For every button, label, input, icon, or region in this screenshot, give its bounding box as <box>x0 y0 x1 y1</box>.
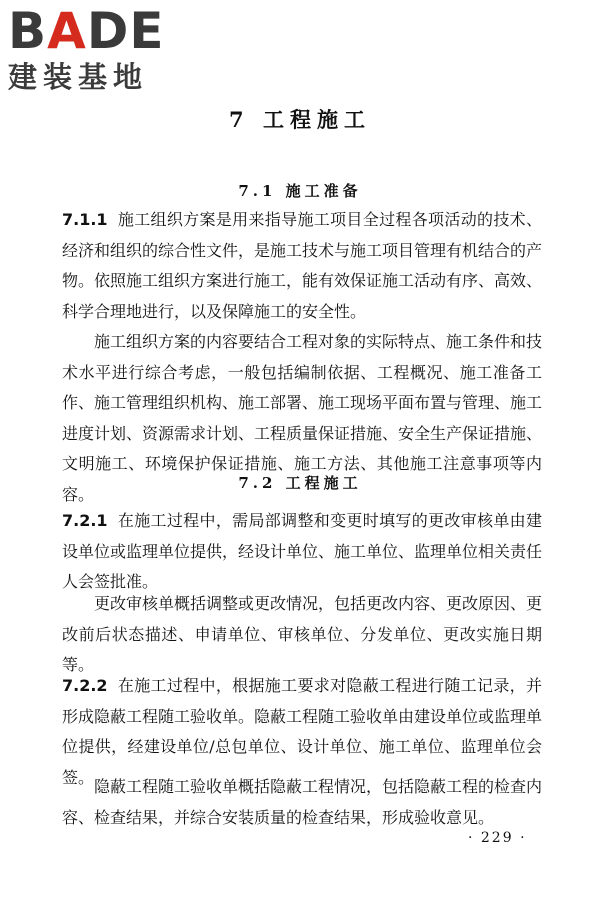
logo-letters-b: B <box>8 2 48 60</box>
logo-letters-de: DE <box>86 2 165 60</box>
paragraph-7-1-1-content: 施工组织方案的内容要结合工程对象的实际特点、施工条件和技术水平进行综合考虑，一般包括编制依据、工程概况、施工准备工作、施工管理组织机构、施工部署、施工现场平面布置与管理、施工进度计划、资源需求计划、工程质量保证措施、安全生产保证措施、文明施工、环境保护保证措施、施工方法、其他施工注意事项等内容。 <box>62 332 543 504</box>
clause-text-7-2-2: 在施工过程中，根据施工要求对隐蔽工程进行随工记录，并形成隐蔽工程随工验收单。隐蔽工程随工验收单由建设单位或监理单位提供，经建设单位/总包单位、设计单位、施工单位、监理单位会签。 <box>62 676 543 787</box>
clause-number-7-2-2: 7.2.2 <box>62 676 108 695</box>
logo-subtitle: 建装基地 <box>8 60 149 94</box>
paragraph-7-2-1-content: 更改审核单概括调整或更改情况，包括更改内容、更改原因、更改前后状态描述、申请单位、审核单位、分发单位、更改实施日期等。 <box>62 594 543 674</box>
section-title-7-2: 7.2 工程施工 <box>238 474 362 492</box>
logo-letter-accent: A <box>47 2 87 60</box>
clause-number-7-1-1: 7.1.1 <box>62 210 108 229</box>
logo <box>8 4 173 94</box>
paragraph-7-1-1 <box>62 205 542 327</box>
chapter-title: 7 工程施工 <box>229 107 371 132</box>
paragraph-7-2-1 <box>62 506 542 598</box>
page-number: · 229 · <box>468 830 527 846</box>
clause-text-7-1-1: 施工组织方案是用来指导施工项目全过程各项活动的技术、经济和组织的综合性文件，是施工技术与施工项目管理有机结合的产物。依照施工组织方案进行施工，能有效保证施工活动有序、高效、科学合理地进行，以及保障施工的安全性。 <box>62 210 543 321</box>
clause-number-7-2-1: 7.2.1 <box>62 511 108 530</box>
paragraph-7-2-2-content: 隐蔽工程随工验收单概括隐蔽工程情况，包括隐蔽工程的检查内容、检查结果，并综合安装质量的检查结果，形成验收意见。 <box>62 777 543 827</box>
section-title-7-1: 7.1 施工准备 <box>238 182 362 200</box>
clause-text-7-2-1: 在施工过程中，需局部调整和变更时填写的更改审核单由建设单位或监理单位提供，经设计单位、施工单位、监理单位相关责任人会签批准。 <box>62 511 543 591</box>
logo-wordmark <box>8 4 173 58</box>
